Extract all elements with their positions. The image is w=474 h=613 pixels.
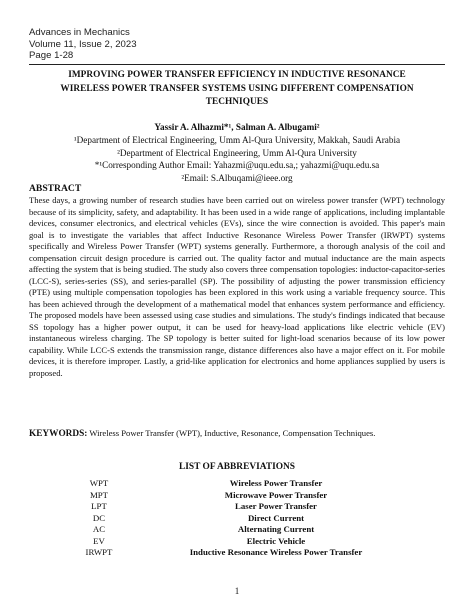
abbreviation-row bbox=[0, 547, 474, 559]
keywords-text: Wireless Power Transfer (WPT), Inductive, Resonance, Compensation Techniques. bbox=[87, 428, 376, 438]
affiliation-2: ²Department of Electrical Engineering, Umm Al-Qura University bbox=[117, 147, 357, 158]
abbreviation-code: AC bbox=[92, 524, 106, 534]
abbreviation-row bbox=[0, 524, 474, 536]
abstract-text: These days, a growing number of research studies have been carried out on wireless power transfer (WPT) technology because of its simplicity, safety, and adaptability. It has been used in a wide range of applications, including implantable devices, consumer electronics, and electrical vehicles (EVs), since the wire connection is avoided. This paper's main goal is to investigate the variables that affect Inductive Resonance Wireless Power Transfer (IRWPT) systems specifically and Wireless Power Transfer (WPT) systems generally. Furthermore, a thorough analysis of the coil and compensation circuit design procedure is carried out. The quality factor and mutual inductance are the main aspects affecting the system that is being studied. The study also covers three compensation topologies: inductor-capacitor-series (LCC-S), series-series (SS), and series-parallel (SP). The possibility of adjusting the power transmission efficiency (PTE) using multiple compensation topologies has been explored in this work using a variable frequency source. This has been achieved through the development of a mathematical model that enhances system performance and efficiency. The proposed models have been assessed using case studies and simulations. The study's findings indicated that because SS topology has a higher power output, it can be used for heavy-load applications like electric vehicle (EV) instantaneous wireless charging. The SP topology is better suited for light-load scenarios because of its low power capability. While LCC-S extends the transmission range, distance differences also have a major effect on it. For mobile devices, it is therefore improper. Lastly, a grid-like application for electronics and home appliances supplied by users is proposed. bbox=[29, 195, 445, 378]
journal-name: Advances in Mechanics bbox=[29, 27, 130, 38]
header-rule bbox=[29, 64, 445, 65]
affiliation-1: ¹Department of Electrical Engineering, Umm Al-Qura University, Makkah, Saudi Arabia bbox=[73, 134, 401, 145]
abbreviation-description: Microwave Power Transfer bbox=[224, 489, 328, 500]
abbreviation-code: EV bbox=[93, 535, 105, 546]
title-line: WIRELESS POWER TRANSFER SYSTEMS USING DIFFERENT COMPENSATION bbox=[60, 83, 414, 94]
abbreviation-row bbox=[0, 513, 474, 525]
abbreviation-code: LPT bbox=[91, 501, 107, 511]
abbreviation-code: MPT bbox=[89, 489, 109, 500]
abbreviation-row bbox=[0, 478, 474, 490]
abbreviations-heading: LIST OF ABBREVIATIONS bbox=[178, 462, 295, 472]
abbreviation-description: Inductive Resonance Wireless Power Transfer bbox=[189, 547, 363, 557]
journal-header bbox=[29, 27, 137, 62]
abstract-heading: ABSTRACT bbox=[29, 183, 82, 194]
abbreviation-row bbox=[0, 490, 474, 502]
paper-title bbox=[40, 69, 434, 110]
abbreviation-row bbox=[0, 501, 474, 513]
abbreviation-code: DC bbox=[92, 512, 106, 523]
abbreviation-description: Electric Vehicle bbox=[246, 535, 306, 546]
keywords-label: KEYWORDS: bbox=[29, 429, 88, 439]
title-line: TECHNIQUES bbox=[205, 97, 269, 108]
abbreviation-row bbox=[0, 536, 474, 548]
corresponding-email: *¹Corresponding Author Email: Yahazmi@uqu.edu.sa,; yahazmi@uqu.edu.sa bbox=[94, 160, 380, 171]
journal-volume: Volume 11, Issue 2, 2023 bbox=[29, 38, 137, 50]
abbreviation-code: IRWPT bbox=[85, 547, 113, 557]
journal-pages: Page 1-28 bbox=[29, 50, 74, 62]
keywords bbox=[29, 428, 445, 441]
abbreviation-code: WPT bbox=[89, 478, 109, 488]
title-line: IMPROVING POWER TRANSFER EFFICIENCY IN INDUCTIVE RESONANCE bbox=[68, 70, 406, 80]
abbreviation-description: Laser Power Transfer bbox=[235, 501, 317, 511]
author-email-2: ²Email: S.Albuqami@ieee.org bbox=[181, 173, 293, 184]
author-names: Yassir A. Alhazmi*¹, Salman A. Albugami² bbox=[154, 122, 320, 132]
page-number: 1 bbox=[234, 586, 240, 596]
abbreviation-description: Wireless Power Transfer bbox=[229, 478, 323, 488]
abbreviation-description: Direct Current bbox=[247, 512, 305, 523]
author-block bbox=[0, 121, 474, 185]
abbreviation-description: Alternating Current bbox=[237, 524, 315, 534]
